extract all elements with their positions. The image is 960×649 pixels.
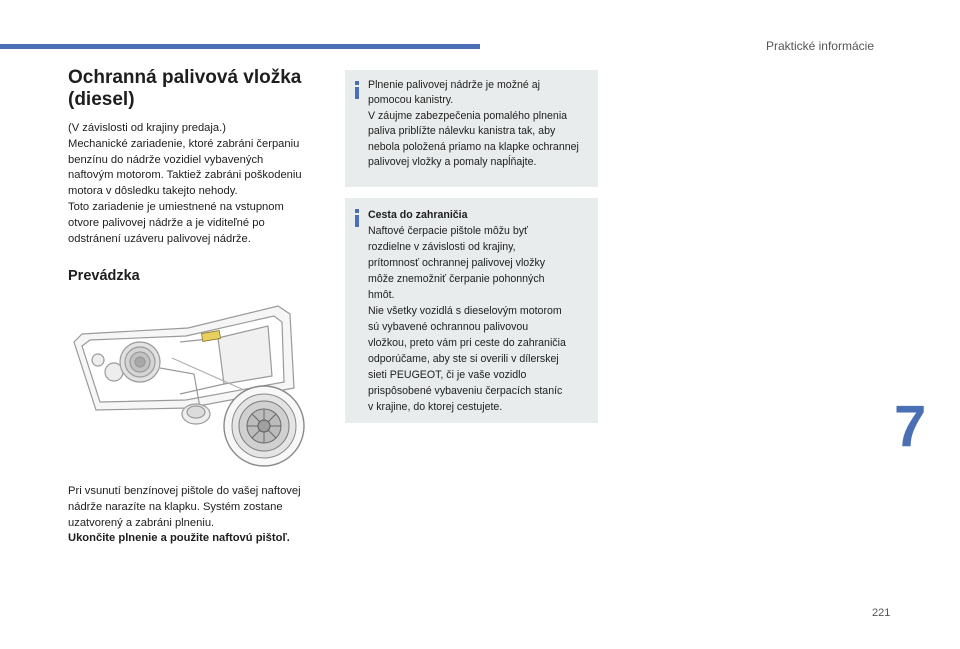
- intro-line: (V závislosti od krajiny predaja.): [68, 122, 226, 134]
- chapter-number: 7: [894, 394, 927, 459]
- left-column: [68, 67, 326, 247]
- section-title: Praktické informácie: [765, 39, 874, 53]
- intro-line: Mechanické zariadenie, ktoré zabráni čerpaniu: [68, 137, 300, 150]
- note-line: prispôsobené vybaveniu čerpacích staníc: [368, 385, 563, 397]
- note-line: hmôt.: [368, 289, 395, 301]
- note-line: odporúčame, aby ste si overili v dílerskej: [368, 353, 559, 365]
- note-heading: Cesta do zahraničia: [368, 209, 468, 221]
- info-icon: [352, 209, 362, 227]
- note-line: Naftové čerpacie pištole môžu byť: [368, 225, 529, 237]
- intro-line: otvore palivovej nádrže a je viditeľné po: [68, 216, 265, 229]
- note-line: môže znemožniť čerpanie pohonných: [368, 273, 545, 285]
- note-line: rozdielne v závislosti od krajiny,: [368, 241, 516, 253]
- operation-paragraph: [68, 484, 330, 547]
- note-line: paliva priblížte nálevku kanistra tak, aby: [368, 125, 556, 138]
- note-line: nebola položená priamo na klapke ochrannej: [368, 140, 579, 153]
- operation-instruction: Ukončite plnenie a použite naftovú pištoľ.: [68, 532, 290, 545]
- operation-line: nádrže narazíte na klapku. Systém zostane: [68, 500, 283, 513]
- intro-paragraph: [68, 121, 326, 247]
- header-accent-bar: [0, 44, 480, 49]
- info-icon: [352, 81, 362, 99]
- intro-line: motora v dôsledku takejto nehody.: [68, 185, 238, 198]
- info-note-canister: [345, 70, 598, 187]
- intro-line: naftovým motorom. Taktiež zabráni poškodeniu: [68, 169, 302, 182]
- page-number: 221: [872, 607, 891, 619]
- note-line: Nie všetky vozidlá s dieselovým motorom: [368, 305, 562, 317]
- note-line: Plnenie palivovej nádrže je možné aj: [368, 79, 540, 91]
- operation-line: uzatvorený a zabráni plneniu.: [68, 516, 215, 529]
- intro-line: odstránení uzáveru palivovej nádrže.: [68, 232, 251, 245]
- operation-line: Pri vsunutí benzínovej pištole do vašej naftovej: [68, 485, 301, 497]
- note-line: sieti PEUGEOT, či je vaše vozidlo: [368, 369, 527, 381]
- title-line: Ochranná palivová vložka: [68, 67, 302, 88]
- note-line: sú vybavené ochrannou palivovou: [368, 321, 529, 333]
- page-title: [68, 67, 326, 111]
- fuel-filler-illustration: [68, 298, 326, 476]
- section-subtitle: Prevádzka: [68, 268, 140, 284]
- note-line: v krajine, do ktorej cestujete.: [368, 401, 503, 413]
- intro-line: Toto zariadenie je umiestnené na vstupnom: [68, 200, 284, 213]
- note-line: vložkou, preto vám pri ceste do zahraničia: [368, 337, 566, 349]
- title-line: (diesel): [68, 89, 135, 110]
- note-line: prítomnosť ochrannej palivovej vložky: [368, 257, 546, 269]
- intro-line: benzínu do nádrže vozidiel vybavených: [68, 153, 264, 166]
- note-line: pomocou kanistry.: [368, 94, 454, 107]
- note-line: palivovej vložky a pomaly napĺňajte.: [368, 156, 537, 169]
- note-line: V záujme zabezpečenia pomalého plnenia: [368, 109, 568, 122]
- info-note-abroad: [345, 198, 598, 423]
